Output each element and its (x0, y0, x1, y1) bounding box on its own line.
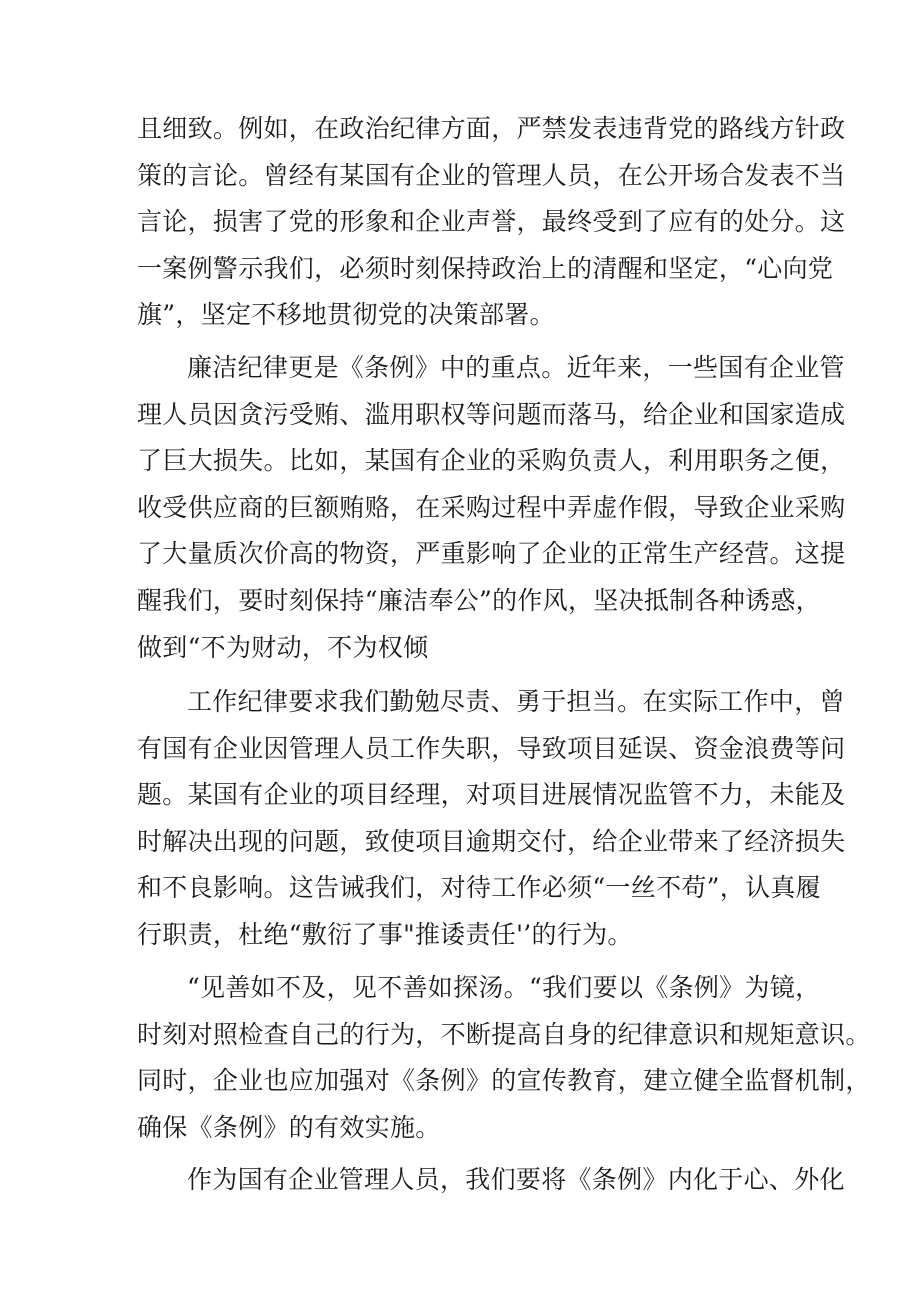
text-line: 收受供应商的巨额贿赂，在采购过程中弄虚作假，导致企业采购 (137, 492, 846, 522)
text-line: 题。某国有企业的项目经理，对项目进展情况监管不力，未能及 (137, 780, 846, 810)
text-line: 行职责，杜绝“敷衍了事"推诿责任'’的行为。 (137, 919, 633, 949)
text-line: 且细致。例如，在政治纪律方面，严禁发表违背党的路线方针政 (137, 114, 846, 143)
paragraph-quote-and-implementation (137, 965, 871, 1151)
text-line: 做到“不为财动，不为权倾 (137, 632, 429, 662)
text-line: “见善如不及，见不善如探汤。“我们要以《条例》为镜， (187, 973, 821, 1002)
paragraph-conclusion-start (137, 1157, 845, 1204)
text-line: 时刻对照检查自己的行为，不断提高自身的纪律意识和规矩意识。 (137, 1019, 871, 1049)
text-line: 了巨大损失。比如，某国有企业的采购负责人，利用职务之便， (137, 446, 846, 476)
paragraph-work-discipline (137, 679, 846, 959)
text-line: 廉洁纪律更是《条例》中的重点。近年来，一些国有企业管 (187, 353, 845, 382)
text-line: 作为国有企业管理人员，我们要将《条例》内化于心、外化 (187, 1165, 845, 1194)
text-line: 确保《条例》的有效实施。 (137, 1112, 441, 1142)
text-line: 策的言论。曾经有某国有企业的管理人员，在公开场合发表不当 (137, 160, 846, 190)
paragraph-integrity-discipline (137, 345, 846, 671)
text-line: 时解决出现的问题，致使项目逾期交付，给企业带来了经济损失 (137, 826, 846, 856)
text-line: 言论，损害了党的形象和企业声誉，最终受到了应有的处分。这 (137, 207, 846, 237)
text-line: 理人员因贪污受贿、滥用职权等问题而落马，给企业和国家造成 (137, 399, 846, 429)
text-line: 有国有企业因管理人员工作失职，导致项目延误、资金浪费等问 (137, 733, 846, 763)
text-line: 一案例警示我们，必须时刻保持政治上的清醒和坚定，“心向党 (137, 253, 834, 283)
paragraph-political-discipline (137, 106, 846, 339)
text-line: 工作纪律要求我们勤勉尽责、勇于担当。在实际工作中，曾 (187, 687, 845, 716)
text-line: 醒我们，要时刻保持“廉洁奉公”的作风，坚决抵制各种诱惑， (137, 585, 821, 615)
text-line: 同时，企业也应加强对《条例》的宣传教育，建立健全监督机制， (137, 1066, 871, 1096)
text-line: 了大量质次价高的物资，严重影响了企业的正常生产经营。这提 (137, 539, 846, 569)
text-line: 和不良影响。这告诫我们，对待工作必须“一丝不苟”，认真履 (137, 873, 821, 903)
text-line: 旗”，坚定不移地贯彻党的决策部署。 (137, 300, 555, 330)
